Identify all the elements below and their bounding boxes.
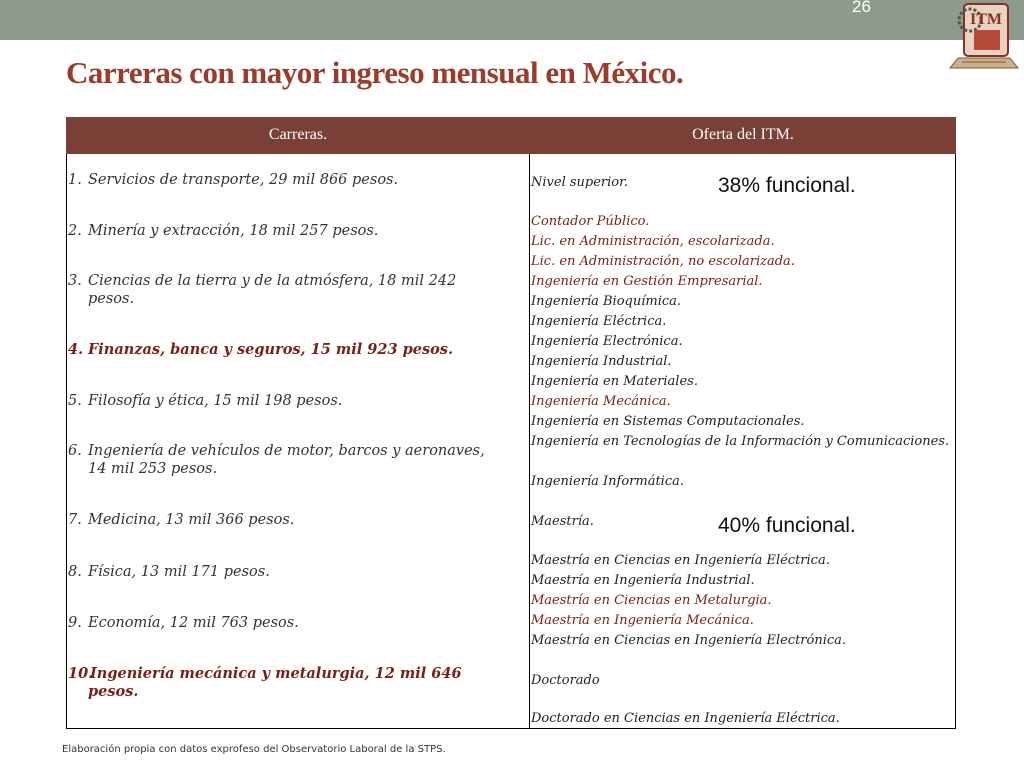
careers-table <box>66 117 956 729</box>
itm-logo <box>948 0 1020 72</box>
career-item: 9. Economía, 12 mil 763 pesos. <box>68 615 299 631</box>
header-carreras: Carreras. <box>268 126 328 143</box>
career-item: 1. Servicios de transporte, 29 mil 866 pesos. <box>68 172 399 188</box>
offer-program: Ingeniería Mecánica. <box>531 394 671 409</box>
logo-text: ITM <box>970 11 1002 28</box>
offer-program: Maestría en Ciencias en Ingeniería Electrónica. <box>531 633 847 648</box>
offer-program: Ingeniería Electrónica. <box>531 334 683 349</box>
offer-program: Ingeniería en Gestión Empresarial. <box>531 274 763 289</box>
offer-program: Ingeniería Bioquímica. <box>531 294 682 309</box>
slide-number: 26 <box>852 0 871 16</box>
career-item: 8. Física, 13 mil 171 pesos. <box>68 564 270 580</box>
top-bar <box>0 0 1024 40</box>
offer-program: Maestría en Ingeniería Mecánica. <box>531 613 754 628</box>
offer-program: Ingeniería en Materiales. <box>531 374 698 389</box>
pct-superior: 38% funcional. <box>718 174 856 197</box>
offer-program: Contador Público. <box>531 214 650 229</box>
page-title: Carreras con mayor ingreso mensual en México. <box>66 55 684 90</box>
source-note: Elaboración propia con datos exprofeso del Observatorio Laboral de la STPS. <box>62 744 446 755</box>
offer-program: Ingeniería Eléctrica. <box>531 314 667 329</box>
table-header <box>66 117 956 154</box>
pct-maestria: 40% funcional. <box>718 514 856 537</box>
offer-program: Lic. en Administración, no escolarizada. <box>531 254 795 269</box>
offer-level-superior: Nivel superior. <box>531 175 629 190</box>
offer-program: Lic. en Administración, escolarizada. <box>531 234 775 249</box>
offer-program: Doctorado en Ciencias en Ingeniería Eléctrica. <box>531 711 840 726</box>
career-item: 3. Ciencias de la tierra y de la atmósfera, 18 mil 242 pesos. <box>68 273 457 307</box>
career-item-highlight: 4. Finanzas, banca y seguros, 15 mil 923 pesos. <box>68 341 453 358</box>
career-item: 5. Filosofía y ética, 15 mil 198 pesos. <box>68 393 343 409</box>
offer-level-doctorado: Doctorado <box>531 673 600 688</box>
offer-program: Ingeniería en Tecnologías de la Información y Comunicaciones. <box>531 434 950 449</box>
career-item: 6. Ingeniería de vehículos de motor, barcos y aeronaves, 14 mil 253 pesos. <box>68 443 485 477</box>
header-oferta: Oferta del ITM. <box>692 126 794 143</box>
offer-program: Maestría en Ciencias en Metalurgia. <box>531 593 772 608</box>
offer-program: Ingeniería en Sistemas Computacionales. <box>531 414 805 429</box>
career-item: 7. Medicina, 13 mil 366 pesos. <box>68 512 295 528</box>
career-item: 2. Minería y extracción, 18 mil 257 pesos. <box>68 223 379 239</box>
offer-program: Maestría en Ciencias en Ingeniería Eléctrica. <box>531 553 830 568</box>
offer-program: Ingeniería Informática. <box>531 474 684 489</box>
offer-program: Maestría en Ingeniería Industrial. <box>531 573 755 588</box>
offer-level-maestria: Maestría. <box>531 514 594 529</box>
career-item-highlight: 10.Ingeniería mecánica y metalurgia, 12 mil 646 pesos. <box>68 665 462 700</box>
offer-program: Ingeniería Industrial. <box>531 354 672 369</box>
